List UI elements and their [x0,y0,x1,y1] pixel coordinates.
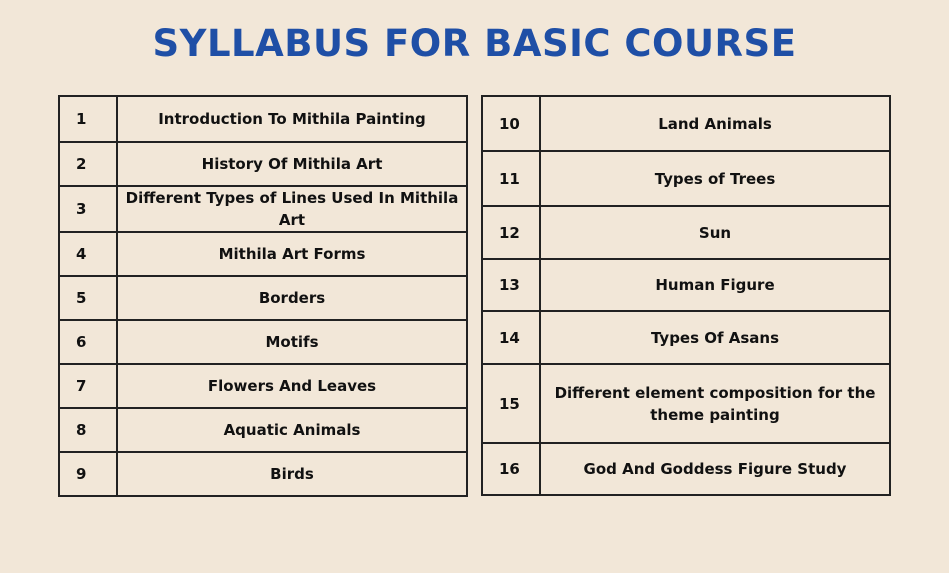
table-row [59,320,467,364]
row-number: 12 [482,206,540,259]
row-topic: Land Animals [540,96,890,151]
table-row [482,311,890,364]
table-row [59,186,467,232]
row-number: 15 [482,364,540,443]
row-topic: Different Types of Lines Used In Mithila Art [117,186,467,232]
row-number: 16 [482,443,540,495]
row-number: 14 [482,311,540,364]
page-title: SYLLABUS FOR BASIC COURSE [152,22,797,65]
row-number: 3 [59,186,117,232]
table-row [482,151,890,206]
row-topic: Birds [117,452,467,496]
row-number: 5 [59,276,117,320]
row-topic: Different element composition for the theme painting [540,364,890,443]
table-row [59,96,467,142]
row-number: 1 [59,96,117,142]
row-number: 4 [59,232,117,276]
row-topic: Human Figure [540,259,890,311]
row-topic: Flowers And Leaves [117,364,467,408]
table-row [59,142,467,186]
row-topic: Introduction To Mithila Painting [117,96,467,142]
row-topic: God And Goddess Figure Study [540,443,890,495]
row-topic: Mithila Art Forms [117,232,467,276]
row-topic: Aquatic Animals [117,408,467,452]
table-row [59,408,467,452]
table-row [59,276,467,320]
table-row [482,364,890,443]
syllabus-table-right [481,95,891,496]
syllabus-table-left [58,95,468,497]
row-number: 11 [482,151,540,206]
table-row [482,206,890,259]
table-row [482,443,890,495]
row-topic: Types of Trees [540,151,890,206]
row-number: 10 [482,96,540,151]
row-topic: Types Of Asans [540,311,890,364]
table-row [482,96,890,151]
row-number: 8 [59,408,117,452]
row-number: 2 [59,142,117,186]
row-topic: History Of Mithila Art [117,142,467,186]
row-number: 7 [59,364,117,408]
row-number: 13 [482,259,540,311]
row-topic: Sun [540,206,890,259]
table-row [482,259,890,311]
row-number: 9 [59,452,117,496]
table-row [59,232,467,276]
row-topic: Borders [117,276,467,320]
table-row [59,452,467,496]
row-topic: Motifs [117,320,467,364]
row-number: 6 [59,320,117,364]
table-row [59,364,467,408]
